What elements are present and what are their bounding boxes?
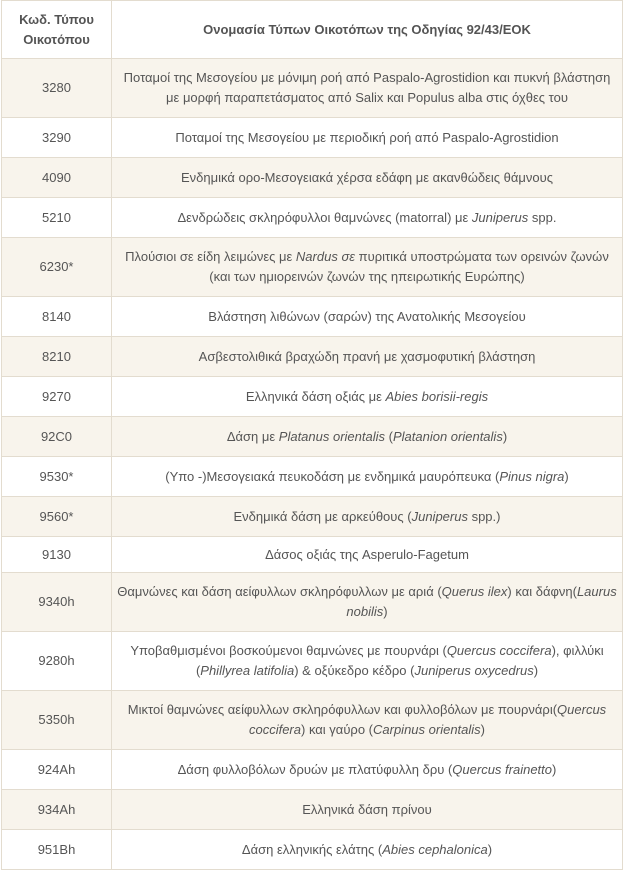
habitat-text: (Υπο -)Μεσογειακά πευκοδάση με ενδημικά μαυρόπευκα ( xyxy=(165,468,500,484)
table-row xyxy=(2,497,623,537)
habitat-text: πυριτικά υποστρώματα των ορεινών ζωνών (και των ημιορεινών ζωνών της ηπειρωτικής Ευρώπης) xyxy=(209,249,609,284)
habitat-code: 5210 xyxy=(2,198,112,238)
habitat-name xyxy=(112,790,623,830)
habitat-text: Υποβαθμισμένοι βοσκούμενοι θαμνώνες με πουρνάρι ( xyxy=(130,643,447,658)
habitat-name xyxy=(112,377,623,417)
table-row xyxy=(2,830,623,870)
habitat-text: ) & οξύκεδρο κέδρο ( xyxy=(294,663,415,678)
habitat-code: 9130 xyxy=(2,537,112,573)
habitat-text: ) και γαύρο ( xyxy=(301,722,373,737)
table-body xyxy=(2,59,623,870)
habitat-code: 924Ah xyxy=(2,750,112,790)
habitat-code: 8140 xyxy=(2,297,112,337)
habitat-text: Μικτοί θαμνώνες αείφυλλων σκληρόφυλλων και φυλλοβόλων με πουρνάρι( xyxy=(127,702,558,717)
species-name: Abies borisii-regis xyxy=(385,388,489,404)
species-name: Laurus nobilis xyxy=(346,584,617,619)
habitat-name xyxy=(112,537,623,573)
habitat-name xyxy=(112,118,623,158)
habitat-text: ) xyxy=(383,604,388,619)
habitat-text: Δάση με xyxy=(226,428,279,444)
habitat-text: Ενδημικά ορο-Μεσογειακά χέρσα εδάφη με ακανθώδεις θάμνους xyxy=(181,169,553,185)
table-row xyxy=(2,790,623,830)
habitat-code: 8210 xyxy=(2,337,112,377)
table-row xyxy=(2,118,623,158)
table-row xyxy=(2,632,623,691)
habitat-name xyxy=(112,457,623,497)
habitat-name xyxy=(112,497,623,537)
habitat-text: Δάση φυλλοβόλων δρυών με πλατύφυλλη δρυ ( xyxy=(177,761,453,777)
species-name: Nardus σε xyxy=(295,249,355,264)
habitat-text: Ποταμοί της Μεσογείου με περιοδική ροή από Paspalo-Agrostidion xyxy=(175,129,559,145)
table-row xyxy=(2,457,623,497)
habitat-name xyxy=(112,632,623,691)
species-name: Platanion orientalis xyxy=(392,428,503,444)
habitat-text: spp. xyxy=(528,209,557,225)
habitat-text: Ασβεστολιθικά βραχώδη πρανή με χασμοφυτική βλάστηση xyxy=(198,348,536,364)
habitat-text: ) xyxy=(487,841,493,857)
habitat-code: 5350h xyxy=(2,691,112,750)
table-row xyxy=(2,691,623,750)
species-name: Juniperus xyxy=(411,508,468,524)
species-name: Abies cephalonica xyxy=(382,841,488,857)
habitat-name xyxy=(112,750,623,790)
habitat-text: Ενδημικά δάση με αρκεύθους ( xyxy=(233,508,412,524)
table-row xyxy=(2,537,623,573)
habitat-text: ( xyxy=(385,428,393,444)
habitat-text: ) και δάφνη( xyxy=(507,584,577,599)
habitat-code: 9340h xyxy=(2,573,112,632)
habitat-code: 9280h xyxy=(2,632,112,691)
habitat-text: Βλάστηση λιθώνων (σαρών) της Ανατολικής Μεσογείου xyxy=(208,308,526,324)
table-row xyxy=(2,59,623,118)
habitat-text: ) xyxy=(480,722,486,737)
habitat-name xyxy=(112,830,623,870)
table-row xyxy=(2,297,623,337)
species-name: Pinus nigra xyxy=(499,468,565,484)
habitat-code: 4090 xyxy=(2,158,112,198)
habitat-text: Δάση ελληνικής ελάτης ( xyxy=(241,841,383,857)
species-name: Carpinus orientalis xyxy=(373,722,481,737)
table-row xyxy=(2,750,623,790)
header-code: Κωδ. Τύπου Οικοτόπου xyxy=(2,1,112,59)
habitat-name xyxy=(112,198,623,238)
table-row xyxy=(2,417,623,457)
habitat-code: 9270 xyxy=(2,377,112,417)
habitat-code: 3280 xyxy=(2,59,112,118)
habitat-code: 9560* xyxy=(2,497,112,537)
habitat-text: Πλούσιοι σε είδη λειμώνες με xyxy=(125,249,296,264)
table-row xyxy=(2,573,623,632)
habitat-name xyxy=(112,59,623,118)
table-row xyxy=(2,238,623,297)
species-name: Platanus orientalis xyxy=(278,428,386,444)
habitat-code: 92C0 xyxy=(2,417,112,457)
habitat-code: 9530* xyxy=(2,457,112,497)
header-name: Ονομασία Τύπων Οικοτόπων της Οδηγίας 92/43/ΕΟΚ xyxy=(112,1,623,59)
table-row xyxy=(2,377,623,417)
habitat-code: 934Ah xyxy=(2,790,112,830)
habitat-text: ) xyxy=(552,761,557,777)
habitat-name xyxy=(112,573,623,632)
habitat-name xyxy=(112,238,623,297)
habitat-code: 3290 xyxy=(2,118,112,158)
habitat-text: Δάσος οξιάς της Asperulo-Fagetum xyxy=(265,546,469,562)
habitat-types-table xyxy=(1,0,623,870)
habitat-name xyxy=(112,158,623,198)
habitat-name xyxy=(112,691,623,750)
table-row xyxy=(2,337,623,377)
species-name: Quercus frainetto xyxy=(452,761,553,777)
table-row xyxy=(2,198,623,238)
table-header-row xyxy=(2,1,623,59)
habitat-name xyxy=(112,337,623,377)
habitat-name xyxy=(112,417,623,457)
habitat-text: Ελληνικά δάση πρίνου xyxy=(302,801,432,817)
species-name: Quercus coccifera xyxy=(248,702,607,737)
habitat-text: spp.) xyxy=(467,508,501,524)
habitat-text: ) xyxy=(564,468,569,484)
habitat-text: ) xyxy=(533,663,539,678)
species-name: Phillyrea latifolia xyxy=(200,663,295,678)
habitat-text: ), φιλλύκι ( xyxy=(195,643,604,678)
habitat-text: Ποταμοί της Μεσογείου με μόνιμη ροή από Paspalo-Agrostidion και πυκνή βλάστηση με μορφή παραπετάσματος από Salix και Populus alba στις όχθες του xyxy=(123,70,611,105)
habitat-text: Δενδρώδεις σκληρόφυλλοι θαμνώνες (matorral) με xyxy=(177,209,472,225)
table-row xyxy=(2,158,623,198)
habitat-name xyxy=(112,297,623,337)
species-name: Querus ilex xyxy=(441,584,508,599)
species-name: Juniperus oxycedrus xyxy=(414,663,534,678)
species-name: Quercus coccifera xyxy=(446,643,552,658)
habitat-text: Ελληνικά δάση οξιάς με xyxy=(245,388,386,404)
habitat-code: 951Bh xyxy=(2,830,112,870)
habitat-text: ) xyxy=(502,428,508,444)
habitat-code: 6230* xyxy=(2,238,112,297)
species-name: Juniperus xyxy=(471,209,529,225)
habitat-text: Θαμνώνες και δάση αείφυλλων σκληρόφυλλων με αριά ( xyxy=(117,584,442,599)
